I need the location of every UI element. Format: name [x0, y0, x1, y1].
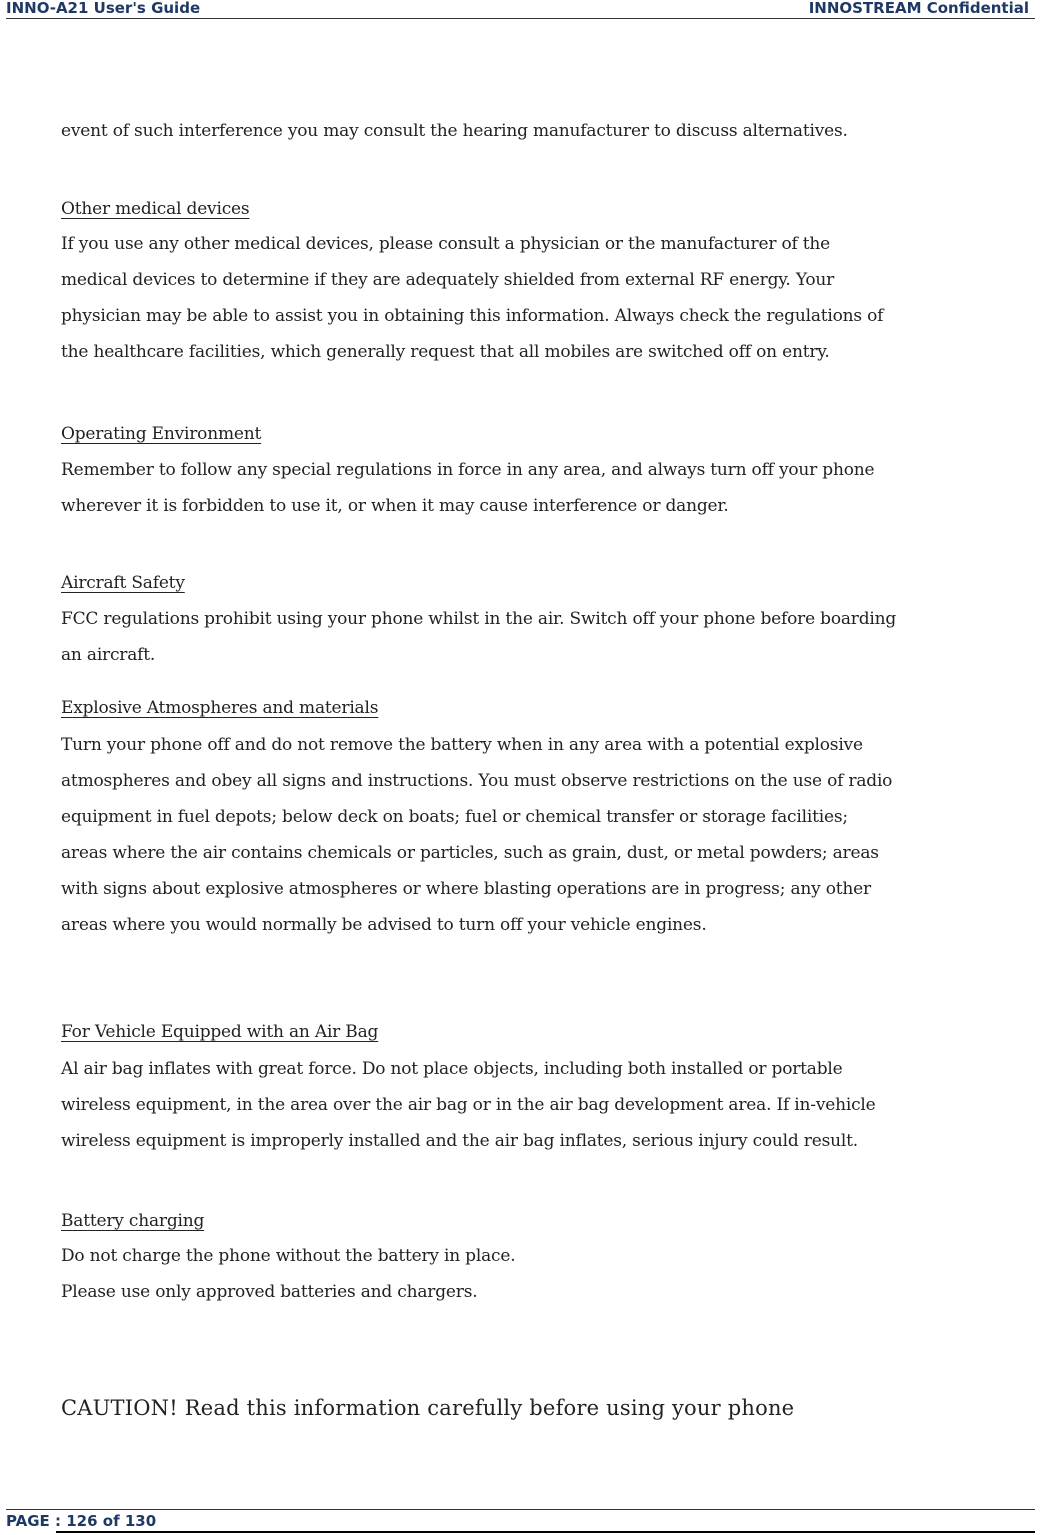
text-line: Turn your phone off and do not remove the battery when in any area with a potential explosive	[61, 735, 863, 755]
paragraph-vehicle-air-bag	[61, 1051, 876, 1159]
heading-battery-charging: Battery charging	[61, 1211, 205, 1231]
paragraph-aircraft-safety	[61, 601, 896, 673]
caution-notice: CAUTION! Read this information carefully before using your phone	[61, 1396, 795, 1420]
text-line: Do not charge the phone without the battery in place.	[61, 1246, 516, 1266]
page-header	[6, 0, 1035, 19]
page-number: PAGE : 126 of 130	[6, 1512, 157, 1530]
paragraph-other-medical-devices	[61, 226, 883, 370]
paragraph-explosive-atmospheres	[61, 727, 892, 943]
text-line: atmospheres and obey all signs and instructions. You must observe restrictions on the use of radio	[61, 771, 893, 791]
text-line: If you use any other medical devices, please consult a physician or the manufacturer of the	[61, 234, 831, 254]
text-line: Please use only approved batteries and chargers.	[61, 1282, 478, 1302]
text-line: Al air bag inflates with great force. Do not place objects, including both installed or portable	[61, 1059, 843, 1079]
header-document-title: INNO-A21 User's Guide	[6, 0, 201, 17]
heading-vehicle-air-bag: For Vehicle Equipped with an Air Bag	[61, 1022, 379, 1042]
footer-divider	[56, 1531, 1035, 1533]
header-confidential-label: INNOSTREAM Confidential	[808, 0, 1029, 17]
text-line: FCC regulations prohibit using your phone whilst in the air. Switch off your phone before boarding	[61, 609, 897, 629]
text-line: areas where you would normally be advised to turn off your vehicle engines.	[61, 915, 707, 935]
intro-paragraph	[61, 113, 848, 149]
text-line: with signs about explosive atmospheres or where blasting operations are in progress; any other	[61, 879, 871, 899]
heading-operating-environment: Operating Environment	[61, 424, 262, 444]
text-line: medical devices to determine if they are adequately shielded from external RF energy. Your	[61, 270, 835, 290]
text-line: event of such interference you may consult the hearing manufacturer to discuss alternatives.	[61, 121, 848, 141]
text-line: Remember to follow any special regulations in force in any area, and always turn off your phone	[61, 460, 875, 480]
text-line: equipment in fuel depots; below deck on boats; fuel or chemical transfer or storage facilities;	[61, 807, 848, 827]
text-line: physician may be able to assist you in obtaining this information. Always check the regulations of	[61, 306, 884, 326]
text-line: areas where the air contains chemicals or particles, such as grain, dust, or metal powders; areas	[61, 843, 879, 863]
page-footer	[6, 1509, 1035, 1535]
text-line: wireless equipment is improperly installed and the air bag inflates, serious injury could result.	[61, 1131, 858, 1151]
heading-aircraft-safety: Aircraft Safety	[61, 573, 185, 593]
heading-other-medical-devices: Other medical devices	[61, 199, 250, 219]
heading-explosive-atmospheres: Explosive Atmospheres and materials	[61, 698, 379, 718]
text-line: an aircraft.	[61, 645, 156, 665]
text-line: wireless equipment, in the area over the air bag or in the air bag development area. If in-vehicle	[61, 1095, 876, 1115]
text-line: wherever it is forbidden to use it, or when it may cause interference or danger.	[61, 496, 729, 516]
text-line: the healthcare facilities, which generally request that all mobiles are switched off on entry.	[61, 342, 830, 362]
paragraph-battery-charging	[61, 1238, 515, 1310]
paragraph-operating-environment	[61, 452, 874, 524]
